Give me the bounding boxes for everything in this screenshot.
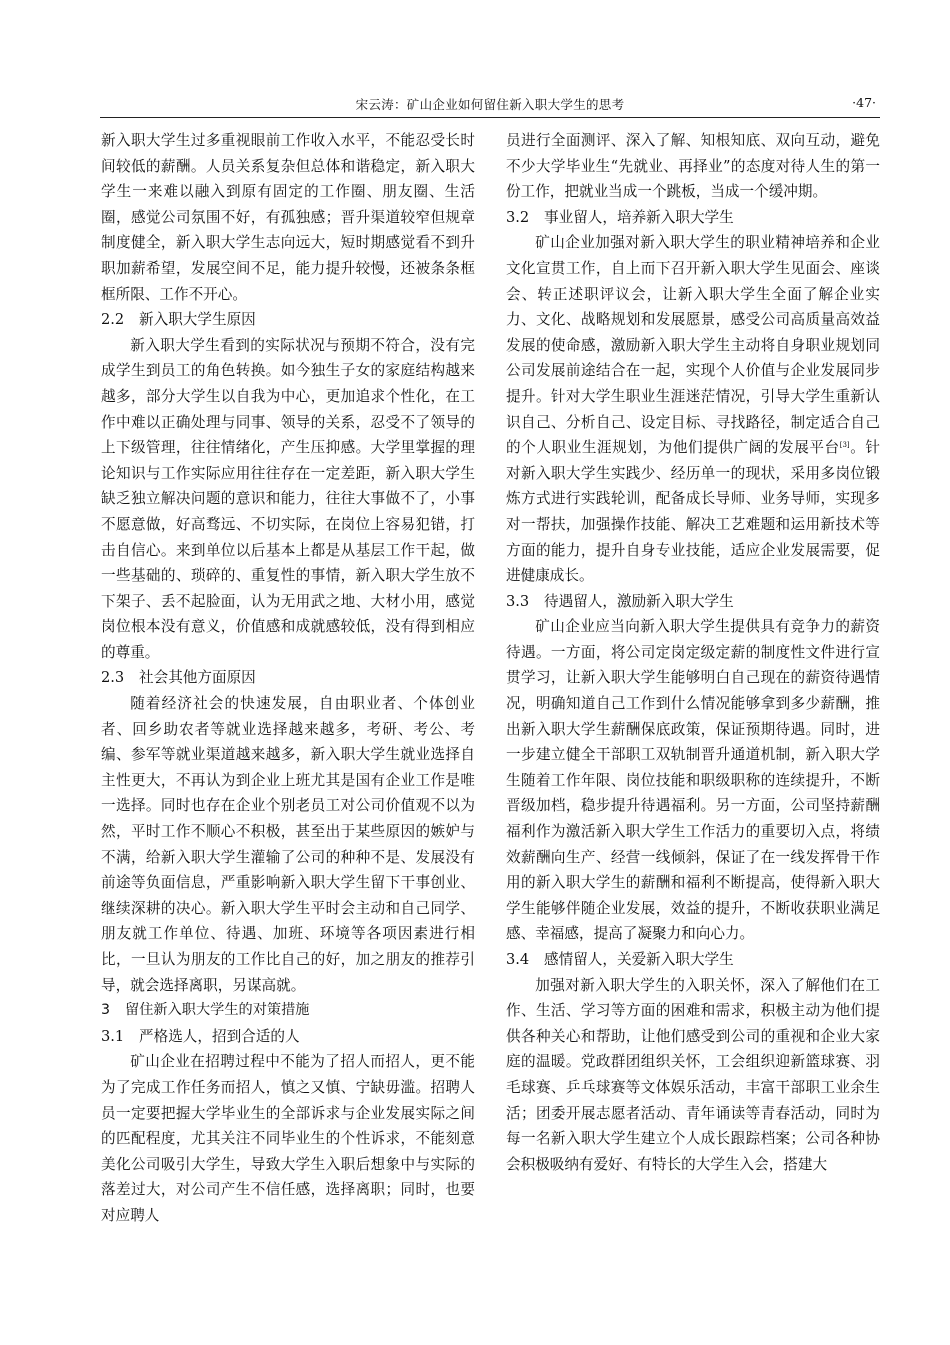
section-heading-3-4 xyxy=(506,947,880,973)
paragraph-3-4: 加强对新入职大学生的入职关怀，深入了解他们在工作、生活、学习等方面的困难和需求，积极主动为他们提供各种关心和帮助，让他们感受到公司的重视和企业大家庭的温暖。党政群团组织关怀，工会组织迎新篮球赛、羽毛球赛、乒乓球赛等文体娱乐活动，丰富干部职工业余生活；团委开展志愿者活动、青年诵读等青春活动，同时为每一名新入职大学生建立个人成长跟踪档案；公司各种协会积极吸纳有爱好、有特长的大学生入会，搭建大 xyxy=(506,976,880,1173)
section-number: 3 xyxy=(101,1002,111,1019)
section-number: 3.3 xyxy=(506,592,530,610)
right-column xyxy=(506,128,880,1177)
section-heading-3 xyxy=(101,998,475,1024)
section-title: 新入职大学生原因 xyxy=(139,311,256,329)
header-rule xyxy=(100,117,880,118)
page-number: ·47· xyxy=(852,95,876,110)
section-heading-3-1 xyxy=(101,1024,475,1050)
section-title: 事业留人，培养新入职大学生 xyxy=(544,208,734,226)
section-number: 3.1 xyxy=(101,1027,125,1045)
paragraph-continued: 员进行全面测评、深入了解、知根知底、双向互动，避免不少大学毕业生“先就业、再择业”的态度对待人生的第一份工作，把就业当成一个跳板，当成一个缓冲期。 xyxy=(506,132,880,201)
section-number: 2.2 xyxy=(101,311,125,329)
section-heading-2-2 xyxy=(101,307,475,333)
paragraph-3-3: 矿山企业应当向新入职大学生提供具有竞争力的薪资待遇。一方面，将公司定岗定级定薪的制度性文件进行宣贯学习，让新入职大学生能够明白自己现在的薪资待遇情况，明确知道自己工作到什么情况能够拿到多少薪酬，推出新入职大学生薪酬保底政策，保证预期待遇。同时，进一步建立健全干部职工双轨制晋升通道机制，新入职大学生随着工作年限、岗位技能和职级职称的连续提升，不断晋级加档，稳步提升待遇福利。另一方面，公司坚持薪酬福利作为激活新入职大学生工作活力的重要切入点，将绩效薪酬向生产、经营一线倾斜，保证了在一线发挥骨干作用的新入职大学生的薪酬和福利不断提高，使得新入职大学生能够伴随企业发展，效益的提升，不断收获职业满足感、幸福感，提高了凝聚力和向心力。 xyxy=(506,618,880,943)
paragraph-2-2: 新入职大学生看到的实际状况与预期不符合，没有完成学生到员工的角色转换。如今独生子女的家庭结构越来越多，部分大学生以自我为中心，更加追求个性化，在工作中难以正确处理与同事、领导的关系，忍受不了领导的上下级管理，往往情绪化，产生压抑感。大学里掌握的理论知识与工作实际应用往往存在一定差距，新入职大学生缺乏独立解决问题的意识和能力，往往大事做不了，小事不愿意做，好高骛远、不切实际，在岗位上容易犯错，打击自信心。来到单位以后基本上都是从基层工作干起，做一些基础的、琐碎的、重复性的事情，新入职大学生放不下架子、丢不起脸面，认为无用武之地、大材小用，感觉岗位根本没有意义，价值感和成就感较低，没有得到相应的尊重。 xyxy=(101,336,475,661)
header-title: 宋云涛：矿山企业如何留住新入职大学生的思考 xyxy=(355,97,625,112)
section-title: 严格选人，招到合适的人 xyxy=(139,1027,300,1045)
section-title: 待遇留人，激励新入职大学生 xyxy=(544,592,734,610)
section-heading-3-3 xyxy=(506,589,880,615)
paragraph-3-2-part-a: 矿山企业加强对新入职大学生的职业精神培养和企业文化宣贯工作，自上而下召开新入职大学生见面会、座谈会、转正述职评议会，让新入职大学生全面了解企业实力、文化、战略规划和发展愿景，感受公司高质量高效益发展的使命感，激励新入职大学生主动将自身职业规划同公司发展前途结合在一起，实现个人价值与企业发展同步提升。针对大学生职业生涯迷茫情况，引导大学生重新认识自己、分析自己、设定目标、寻找路径，制定适合自己的个人职业生涯规划，为他们提供广阔的发展平台 xyxy=(506,234,880,457)
section-title: 感情留人，关爱新入职大学生 xyxy=(544,951,734,968)
running-header xyxy=(100,95,880,117)
paragraph-3-2 xyxy=(506,230,880,588)
paragraph-2-3: 随着经济社会的快速发展，自由职业者、个体创业者、回乡助农者等就业选择越来越多，考研、考公、考编、参军等就业渠道越来越多，新入职大学生就业选择自主性更大，不再认为到企业上班尤其是国有企业工作是唯一选择。同时也存在企业个别老员工对公司价值观不以为然，平时工作不顺心不积极，甚至出于某些原因的嫉妒与不满，给新入职大学生灌输了公司的种种不是、发展没有前途等负面信息，严重影响新入职大学生留下干事创业、继续深耕的决心。新入职大学生平时会主动和自己同学、朋友就工作单位、待遇、加班、环境等各项因素进行相比，一旦认为朋友的工作比自己的好，加之朋友的推荐引导，就会选择离职，另谋高就。 xyxy=(101,695,475,994)
citation-ref: [3] xyxy=(839,441,850,450)
section-title: 社会其他方面原因 xyxy=(139,669,256,687)
section-heading-2-3 xyxy=(101,665,475,691)
left-column xyxy=(101,128,475,1229)
section-number: 3.2 xyxy=(506,208,530,226)
section-number: 2.3 xyxy=(101,669,125,687)
paragraph-3-2-part-b: 。针对新入职大学生实践少、经历单一的现状，采用多岗位锻炼方式进行实践轮训，配备成长导师、业务导师，实现多对一帮扶，加强操作技能、解决工艺难题和运用新技术等方面的能力，提升自身专业技能，适应企业发展需要，促进健康成长。 xyxy=(506,439,880,585)
section-number: 3.4 xyxy=(506,951,530,968)
paragraph-3-1: 矿山企业在招聘过程中不能为了招人而招人，更不能为了完成工作任务而招人，慎之又慎、宁缺毋滥。招聘人员一定要把握大学毕业生的全部诉求与企业发展实际之间的匹配程度，尤其关注不同毕业生的个性诉求，不能刻意美化公司吸引大学生，导致大学生入职后想象中与实际的落差过大，对公司产生不信任感，选择离职；同时，也要对应聘人 xyxy=(101,1053,475,1224)
section-heading-3-2 xyxy=(506,205,880,231)
paragraph-continued: 新入职大学生过多重视眼前工作收入水平，不能忍受长时间较低的薪酬。人员关系复杂但总体和谐稳定，新入职大学生一来难以融入到原有固定的工作圈、朋友圈、生活圈，感觉公司氛围不好，有孤独感；晋升渠道较窄但规章制度健全，新入职大学生志向远大，短时期感觉看不到升职加薪希望，发展空间不足，能力提升较慢，还被条条框框所限、工作不开心。 xyxy=(101,132,475,303)
section-title: 留住新入职大学生的对策措施 xyxy=(125,1002,310,1019)
